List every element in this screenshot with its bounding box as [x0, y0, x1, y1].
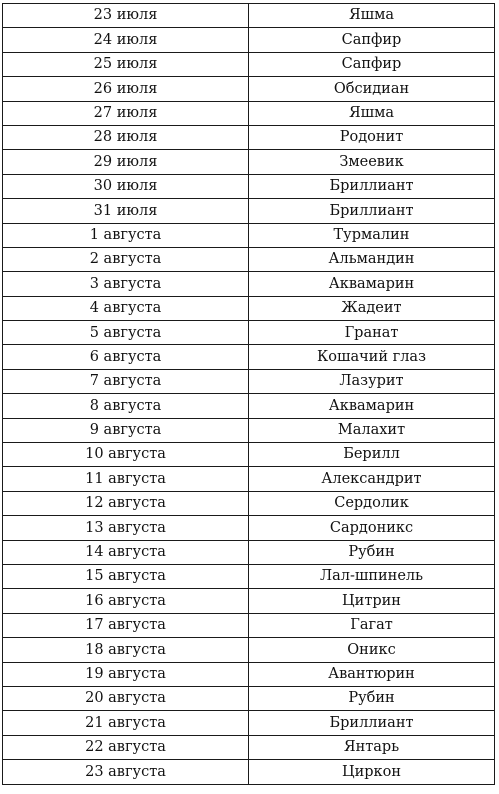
table-row — [3, 77, 495, 101]
stone-cell: Бриллиант — [249, 174, 495, 198]
date-cell: 9 августа — [3, 418, 249, 442]
table-row — [3, 247, 495, 271]
table-row — [3, 540, 495, 564]
table-row — [3, 52, 495, 76]
date-cell: 13 августа — [3, 516, 249, 540]
stone-cell: Родонит — [249, 125, 495, 149]
stone-cell: Гранат — [249, 321, 495, 345]
stone-cell: Сапфир — [249, 28, 495, 52]
date-cell: 31 июля — [3, 199, 249, 223]
table-row — [3, 418, 495, 442]
table-row — [3, 345, 495, 369]
date-cell: 12 августа — [3, 491, 249, 515]
stone-cell: Бриллиант — [249, 199, 495, 223]
date-cell: 1 августа — [3, 223, 249, 247]
date-cell: 19 августа — [3, 662, 249, 686]
table-row — [3, 491, 495, 515]
stone-cell: Янтарь — [249, 735, 495, 759]
date-cell: 14 августа — [3, 540, 249, 564]
table-row — [3, 443, 495, 467]
table-row — [3, 394, 495, 418]
table-row — [3, 101, 495, 125]
stone-cell: Бриллиант — [249, 711, 495, 735]
date-cell: 21 августа — [3, 711, 249, 735]
table-row — [3, 174, 495, 198]
stone-cell: Сапфир — [249, 52, 495, 76]
stone-cell: Лал-шпинель — [249, 564, 495, 588]
date-cell: 7 августа — [3, 369, 249, 393]
table-row — [3, 467, 495, 491]
date-cell: 17 августа — [3, 613, 249, 637]
date-cell: 22 августа — [3, 735, 249, 759]
stone-cell: Цитрин — [249, 589, 495, 613]
table-row — [3, 272, 495, 296]
stone-cell: Сердолик — [249, 491, 495, 515]
stone-cell: Малахит — [249, 418, 495, 442]
stone-cell: Рубин — [249, 540, 495, 564]
stone-cell: Обсидиан — [249, 77, 495, 101]
date-cell: 15 августа — [3, 564, 249, 588]
table-row — [3, 28, 495, 52]
table-row — [3, 125, 495, 149]
stone-cell: Берилл — [249, 443, 495, 467]
date-cell: 23 августа — [3, 760, 249, 784]
table-row — [3, 760, 495, 784]
table-row — [3, 321, 495, 345]
date-cell: 24 июля — [3, 28, 249, 52]
stone-cell: Сардоникс — [249, 516, 495, 540]
stone-cell: Турмалин — [249, 223, 495, 247]
table-row — [3, 4, 495, 28]
stone-cell: Оникс — [249, 638, 495, 662]
table-row — [3, 369, 495, 393]
table-body — [3, 4, 495, 785]
stone-cell: Аквамарин — [249, 272, 495, 296]
stone-cell: Змеевик — [249, 150, 495, 174]
stone-cell: Александрит — [249, 467, 495, 491]
date-cell: 8 августа — [3, 394, 249, 418]
table-row — [3, 150, 495, 174]
date-cell: 23 июля — [3, 4, 249, 28]
date-cell: 6 августа — [3, 345, 249, 369]
stone-cell: Аквамарин — [249, 394, 495, 418]
table-row — [3, 638, 495, 662]
stone-cell: Кошачий глаз — [249, 345, 495, 369]
date-cell: 29 июля — [3, 150, 249, 174]
table-row — [3, 686, 495, 710]
stone-cell: Яшма — [249, 4, 495, 28]
table-row — [3, 735, 495, 759]
table-row — [3, 564, 495, 588]
date-cell: 16 августа — [3, 589, 249, 613]
date-cell: 25 июля — [3, 52, 249, 76]
date-cell: 3 августа — [3, 272, 249, 296]
date-cell: 10 августа — [3, 443, 249, 467]
date-cell: 28 июля — [3, 125, 249, 149]
date-cell: 26 июля — [3, 77, 249, 101]
date-cell: 4 августа — [3, 296, 249, 320]
table-row — [3, 711, 495, 735]
table-row — [3, 516, 495, 540]
stone-cell: Альмандин — [249, 247, 495, 271]
date-cell: 2 августа — [3, 247, 249, 271]
date-cell: 27 июля — [3, 101, 249, 125]
birthstone-table — [2, 3, 495, 785]
table-row — [3, 662, 495, 686]
date-cell: 30 июля — [3, 174, 249, 198]
stone-cell: Рубин — [249, 686, 495, 710]
date-cell: 20 августа — [3, 686, 249, 710]
table-row — [3, 296, 495, 320]
table-row — [3, 199, 495, 223]
table-row — [3, 613, 495, 637]
date-cell: 18 августа — [3, 638, 249, 662]
stone-cell: Циркон — [249, 760, 495, 784]
stone-cell: Жадеит — [249, 296, 495, 320]
stone-cell: Лазурит — [249, 369, 495, 393]
table-row — [3, 223, 495, 247]
date-cell: 5 августа — [3, 321, 249, 345]
stone-cell: Гагат — [249, 613, 495, 637]
stone-cell: Авантюрин — [249, 662, 495, 686]
stone-cell: Яшма — [249, 101, 495, 125]
date-cell: 11 августа — [3, 467, 249, 491]
table-row — [3, 589, 495, 613]
